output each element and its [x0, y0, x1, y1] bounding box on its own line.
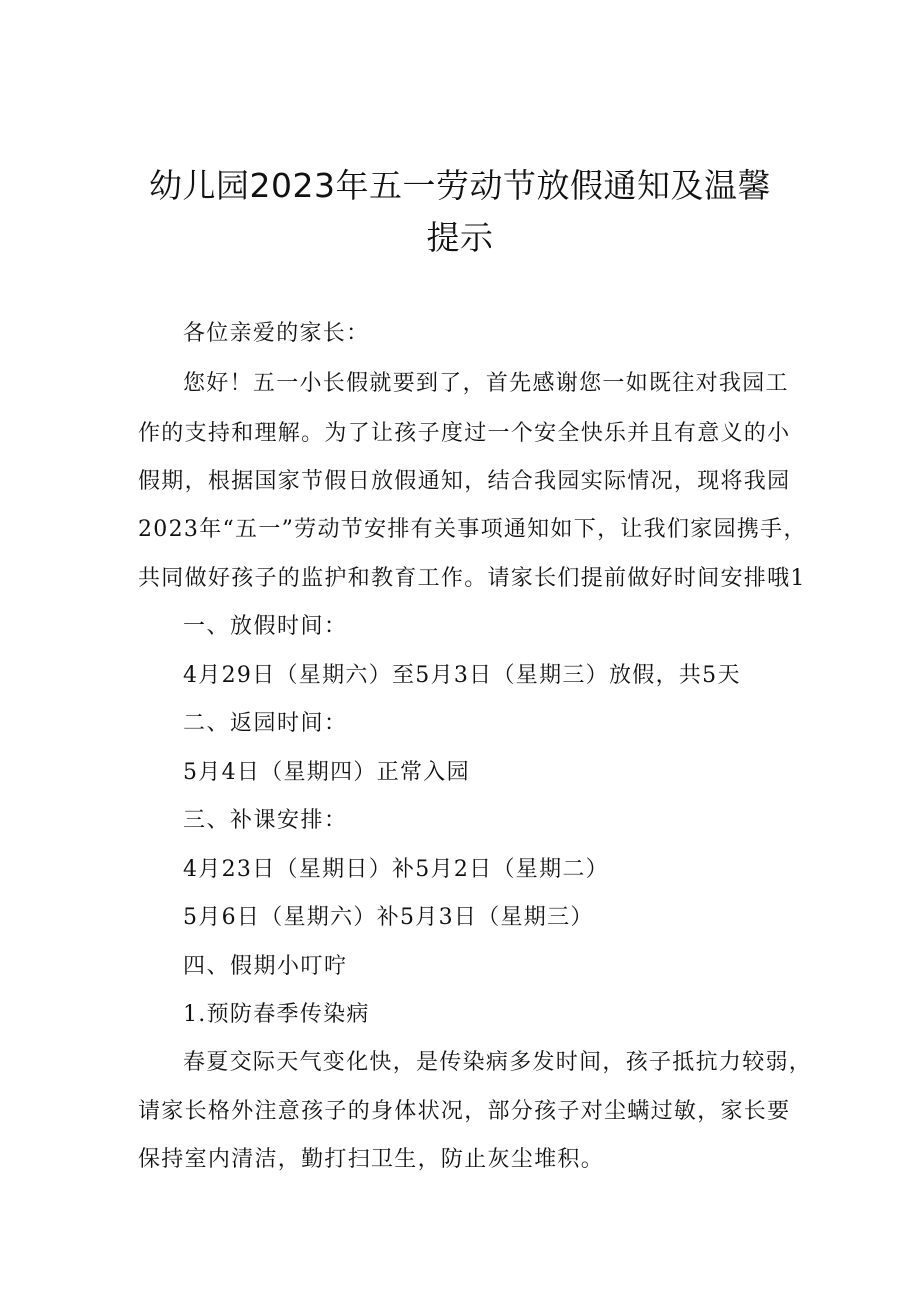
makeup-class-line: 4月23日（星期日）补5月2日（星期二）	[183, 857, 609, 882]
section-heading-holiday-time: 一、放假时间：	[183, 614, 348, 639]
greeting: 各位亲爱的家长：	[183, 321, 370, 346]
return-time-text: 5月4日（星期四）正常入园	[183, 760, 470, 785]
makeup-class-line: 5月6日（星期六）补5月3日（星期三）	[183, 905, 594, 930]
section-heading-return-time: 二、返园时间：	[183, 711, 348, 736]
title-line-1: 幼儿园2023年五一劳动节放假通知及温馨	[149, 166, 771, 205]
intro-line: 您好！五一小长假就要到了，首先感谢您一如既往对我园工	[183, 371, 789, 396]
tip-line: 保持室内清洁，勤打扫卫生，防止灰尘堆积。	[138, 1147, 605, 1172]
document-title	[120, 160, 800, 264]
section-heading-holiday-tips: 四、假期小叮咛	[183, 954, 348, 979]
tip-line: 春夏交际天气变化快，是传染病多发时间，孩子抵抗力较弱，	[183, 1050, 813, 1075]
intro-line: 共同做好孩子的监护和教育工作。请家长们提前做好时间安排哦1	[138, 566, 806, 591]
section-heading-makeup-classes: 三、补课安排：	[183, 808, 348, 833]
intro-line: 作的支持和理解。为了让孩子度过一个安全快乐并且有意义的小	[138, 421, 791, 446]
tip-line: 请家长格外注意孩子的身体状况，部分孩子对尘螨过敏，家长要	[138, 1099, 791, 1124]
tip-title: 1.预防春季传染病	[183, 1002, 370, 1027]
intro-line: 2023年“五一”劳动节安排有关事项通知如下，让我们家园携手，	[138, 517, 807, 542]
intro-line: 假期，根据国家节假日放假通知，结合我园实际情况，现将我园	[138, 469, 791, 494]
title-line-2: 提示	[426, 218, 494, 257]
holiday-time-text: 4月29日（星期六）至5月3日（星期三）放假，共5天	[183, 663, 741, 688]
